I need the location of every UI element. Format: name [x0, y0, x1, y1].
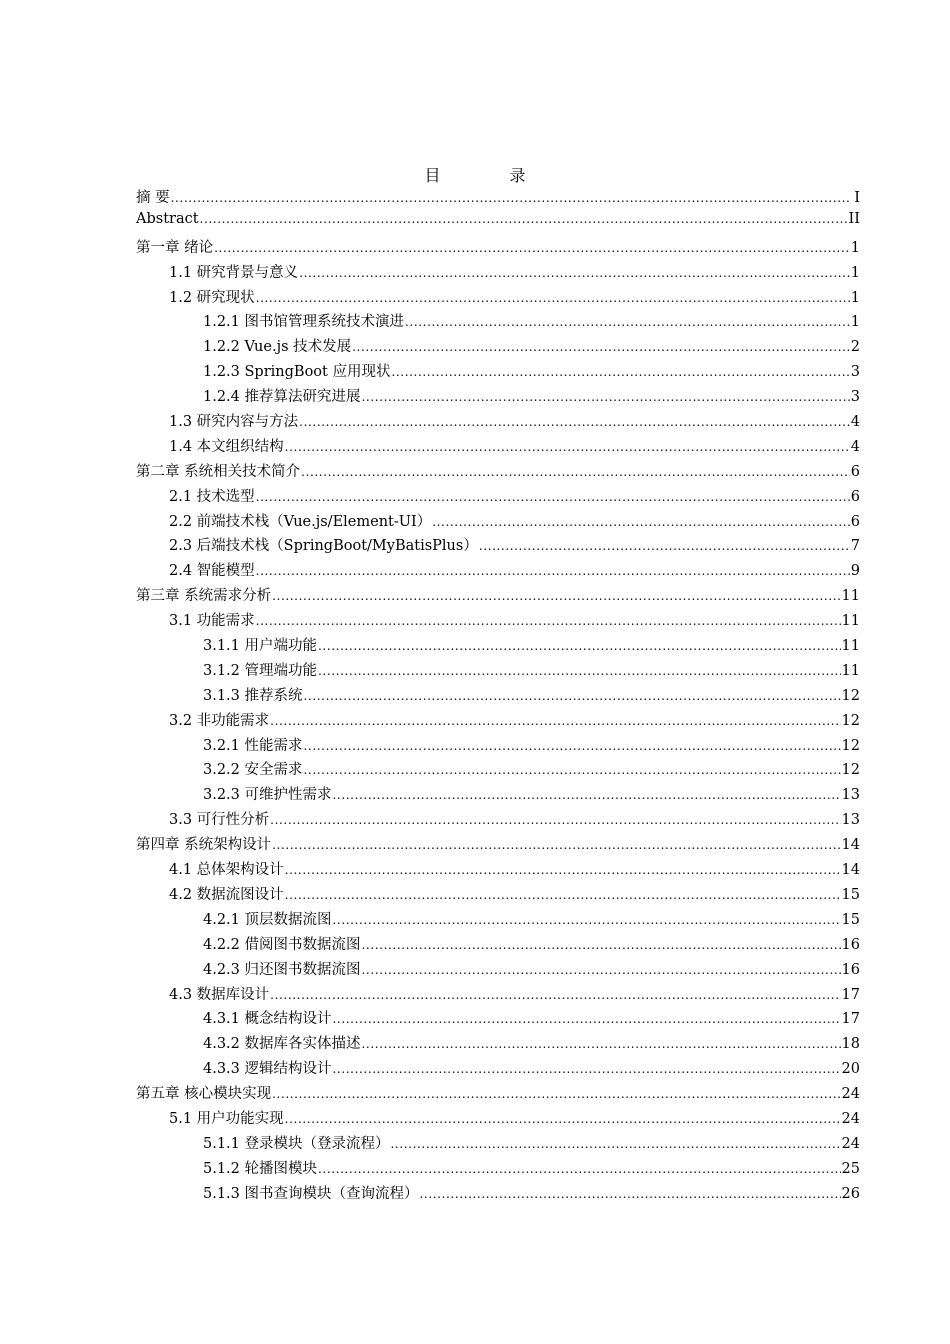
- toc-entry[interactable]: [136, 286, 860, 311]
- toc-entry[interactable]: [136, 435, 860, 460]
- toc-leader-dots: [272, 837, 840, 853]
- toc-entry-label: 5.1.2 轮播图模块: [203, 1160, 318, 1177]
- toc-leader-dots: [256, 563, 850, 579]
- toc-entry-page-number: 4: [850, 414, 860, 431]
- toc-entry-label: 3.2.2 安全需求: [203, 762, 303, 779]
- toc-leader-dots: [362, 962, 841, 978]
- toc-entry[interactable]: [136, 211, 860, 236]
- toc-entry[interactable]: [136, 758, 860, 783]
- toc-entry-page-number: 15: [841, 886, 860, 903]
- toc-entry[interactable]: [136, 261, 860, 286]
- toc-leader-dots: [256, 290, 850, 306]
- toc-entry-label: 1.2.1 图书馆管理系统技术演进: [203, 314, 405, 331]
- toc-leader-dots: [285, 1111, 841, 1127]
- toc-leader-dots: [200, 211, 848, 227]
- toc-entry[interactable]: [136, 659, 860, 684]
- toc-entry[interactable]: [136, 1107, 860, 1132]
- toc-entry-page-number: 24: [841, 1135, 860, 1152]
- toc-leader-dots: [333, 912, 841, 928]
- toc-entry-label: 第三章 系统需求分析: [136, 588, 272, 605]
- toc-entry-page-number: 9: [850, 563, 860, 580]
- toc-leader-dots: [214, 240, 850, 256]
- toc-entry-page-number: 1: [850, 314, 860, 331]
- toc-entry-page-number: 15: [841, 911, 860, 928]
- toc-entry-label: 4.3.1 概念结构设计: [203, 1011, 332, 1028]
- toc-leader-dots: [391, 1136, 841, 1152]
- toc-entry-label: 1.2.2 Vue.js 技术发展: [203, 339, 352, 356]
- toc-entry-label: 1.2.3 SpringBoot 应用现状: [203, 364, 391, 381]
- toc-entry-label: 5.1.3 图书查询模块（查询流程）: [203, 1185, 419, 1202]
- toc-leader-dots: [256, 489, 850, 505]
- toc-leader-dots: [270, 812, 840, 828]
- toc-leader-dots: [318, 638, 841, 654]
- toc-leader-dots: [333, 1061, 841, 1077]
- toc-entry-page-number: 1: [850, 289, 860, 306]
- toc-leader-dots: [432, 514, 850, 530]
- toc-entry-page-number: 1: [850, 239, 860, 256]
- toc-entry[interactable]: [136, 684, 860, 709]
- toc-entry-page-number: II: [848, 210, 860, 227]
- toc-leader-dots: [333, 787, 841, 803]
- toc-entry-page-number: 26: [841, 1185, 860, 1202]
- toc-entry[interactable]: [136, 584, 860, 609]
- toc-leader-dots: [304, 688, 841, 704]
- toc-entry-page-number: 18: [841, 1036, 860, 1053]
- toc-entry[interactable]: [136, 510, 860, 535]
- toc-entry-label: 2.2 前端技术栈（Vue.js/Element-UI）: [169, 513, 432, 530]
- toc-entry-page-number: I: [854, 190, 860, 206]
- toc-entry-label: 4.3.2 数据库各实体描述: [203, 1036, 361, 1053]
- toc-entry-label: 1.2 研究现状: [169, 289, 255, 306]
- toc-leader-dots: [304, 738, 841, 754]
- toc-entry-label: 4.2.1 顶层数据流图: [203, 911, 332, 928]
- toc-entry-page-number: 11: [841, 638, 860, 655]
- toc-entry[interactable]: [136, 1057, 860, 1082]
- toc-entry-label: 2.1 技术选型: [169, 488, 255, 505]
- toc-leader-dots: [362, 1036, 841, 1052]
- toc-entry[interactable]: [136, 1032, 860, 1057]
- toc-leader-dots: [299, 265, 850, 281]
- toc-entry-label: 1.1 研究背景与意义: [169, 264, 299, 281]
- toc-leader-dots: [301, 464, 850, 480]
- toc-entry[interactable]: [136, 410, 860, 435]
- toc-entry-label: 4.2 数据流图设计: [169, 886, 284, 903]
- toc-entry[interactable]: [136, 933, 860, 958]
- toc-entry-label: 3.2.3 可维护性需求: [203, 787, 332, 804]
- toc-entry[interactable]: [136, 534, 860, 559]
- toc-entry[interactable]: [136, 908, 860, 933]
- toc-entry-page-number: 2: [850, 339, 860, 356]
- toc-entry-label: 2.3 后端技术栈（SpringBoot/MyBatisPlus）: [169, 538, 478, 555]
- toc-entry-label: 4.3.3 逻辑结构设计: [203, 1061, 332, 1078]
- toc-entry[interactable]: [136, 709, 860, 734]
- toc-leader-dots: [420, 1186, 841, 1202]
- toc-entry[interactable]: [136, 360, 860, 385]
- toc-entry-page-number: 3: [850, 389, 860, 406]
- toc-leader-dots: [256, 613, 841, 629]
- toc-entry[interactable]: [136, 186, 860, 211]
- toc-leader-dots: [318, 663, 841, 679]
- toc-leader-dots: [272, 588, 840, 604]
- toc-entry[interactable]: [136, 460, 860, 485]
- toc-leader-dots: [272, 1086, 840, 1102]
- toc-entry[interactable]: [136, 310, 860, 335]
- toc-leader-dots: [479, 538, 850, 554]
- toc-leader-dots: [391, 364, 849, 380]
- toc-entry[interactable]: [136, 385, 860, 410]
- toc-leader-dots: [285, 862, 841, 878]
- toc-entry-label: 1.2.4 推荐算法研究进展: [203, 389, 361, 406]
- toc-entry[interactable]: [136, 559, 860, 584]
- toc-entry-label: 3.1.3 推荐系统: [203, 687, 303, 704]
- toc-title: 目 录: [424, 166, 558, 185]
- toc-entry-page-number: 17: [841, 1011, 860, 1028]
- toc-entry-label: 1.3 研究内容与方法: [169, 414, 299, 431]
- toc-entry-page-number: 24: [841, 1086, 860, 1103]
- toc-entry[interactable]: [136, 236, 860, 261]
- toc-entry[interactable]: [136, 783, 860, 808]
- toc-entry-label: 3.1.2 管理端功能: [203, 662, 318, 679]
- toc-entry-page-number: 12: [841, 712, 860, 729]
- toc-entry-label: 3.2 非功能需求: [169, 712, 270, 729]
- toc-entry-label: 4.2.3 归还图书数据流图: [203, 961, 361, 978]
- toc-entry-page-number: 24: [841, 1110, 860, 1127]
- toc-entry-page-number: 6: [850, 463, 860, 480]
- toc-entry-page-number: 7: [850, 538, 860, 555]
- toc-entry-page-number: 13: [841, 812, 860, 829]
- toc-entry-page-number: 1: [850, 264, 860, 281]
- toc-entry[interactable]: [136, 983, 860, 1008]
- toc-leader-dots: [304, 762, 841, 778]
- toc-entry[interactable]: [136, 1182, 860, 1207]
- toc-entry[interactable]: [136, 634, 860, 659]
- toc-leader-dots: [318, 1161, 841, 1177]
- toc-entry-page-number: 11: [841, 588, 860, 605]
- toc-entry-page-number: 13: [841, 787, 860, 804]
- toc-entry-label: 3.2.1 性能需求: [203, 737, 303, 754]
- toc-leader-dots: [270, 987, 840, 1003]
- toc-leader-dots: [299, 414, 850, 430]
- toc-entry-label: 1.4 本文组织结构: [169, 438, 284, 455]
- toc-entry[interactable]: [136, 808, 860, 833]
- toc-entry-label: 3.3 可行性分析: [169, 812, 270, 829]
- toc-entry-label: Abstract: [136, 210, 199, 227]
- toc-entry-page-number: 16: [841, 936, 860, 953]
- toc-leader-dots: [405, 314, 850, 330]
- toc-entry[interactable]: [136, 833, 860, 858]
- toc-entry-page-number: 11: [841, 662, 860, 679]
- toc-leader-dots: [352, 339, 850, 355]
- toc-entry-page-number: 17: [841, 986, 860, 1003]
- toc-leader-dots: [333, 1011, 841, 1027]
- toc-entry-label: 第一章 绪论: [136, 239, 214, 256]
- toc-entry-page-number: 25: [841, 1160, 860, 1177]
- toc-entry-page-number: 3: [850, 364, 860, 381]
- toc-entry-label: 第二章 系统相关技术简介: [136, 463, 301, 480]
- toc-entry[interactable]: [136, 858, 860, 883]
- toc-entry[interactable]: [136, 734, 860, 759]
- toc-entry[interactable]: [136, 1007, 860, 1032]
- toc-leader-dots: [362, 389, 850, 405]
- toc-entry-page-number: 12: [841, 687, 860, 704]
- toc-entry-label: 第五章 核心模块实现: [136, 1086, 272, 1103]
- toc-entry-label: 3.1.1 用户端功能: [203, 638, 318, 655]
- toc-entry-page-number: 6: [850, 513, 860, 530]
- toc-entry-label: 3.1 功能需求: [169, 613, 255, 630]
- toc-entry-page-number: 14: [841, 862, 860, 879]
- toc-entry-label: 4.2.2 借阅图书数据流图: [203, 936, 361, 953]
- toc-entry-label: 5.1 用户功能实现: [169, 1110, 284, 1127]
- toc-entry-label: 第四章 系统架构设计: [136, 837, 272, 854]
- toc-entry-page-number: 20: [841, 1061, 860, 1078]
- toc-leader-dots: [285, 887, 841, 903]
- toc-entry-label: 摘 要: [136, 190, 170, 206]
- toc-entry-label: 4.1 总体架构设计: [169, 862, 284, 879]
- toc-entry[interactable]: [136, 335, 860, 360]
- toc-leader-dots: [171, 190, 851, 206]
- toc-entry-label: 5.1.1 登录模块（登录流程）: [203, 1135, 390, 1152]
- table-of-contents: [136, 186, 860, 1207]
- toc-leader-dots: [362, 937, 841, 953]
- toc-entry-page-number: 4: [850, 438, 860, 455]
- toc-entry[interactable]: [136, 1157, 860, 1182]
- toc-entry[interactable]: [136, 883, 860, 908]
- toc-entry-page-number: 11: [841, 613, 860, 630]
- toc-entry-page-number: 12: [841, 762, 860, 779]
- toc-entry[interactable]: [136, 609, 860, 634]
- toc-leader-dots: [285, 439, 850, 455]
- toc-entry[interactable]: [136, 485, 860, 510]
- toc-entry-page-number: 16: [841, 961, 860, 978]
- toc-entry[interactable]: [136, 1132, 860, 1157]
- toc-entry-page-number: 6: [850, 488, 860, 505]
- toc-entry-label: 2.4 智能模型: [169, 563, 255, 580]
- toc-entry[interactable]: [136, 1082, 860, 1107]
- toc-entry[interactable]: [136, 958, 860, 983]
- toc-leader-dots: [270, 713, 840, 729]
- toc-entry-page-number: 12: [841, 737, 860, 754]
- toc-entry-label: 4.3 数据库设计: [169, 986, 270, 1003]
- toc-entry-page-number: 14: [841, 837, 860, 854]
